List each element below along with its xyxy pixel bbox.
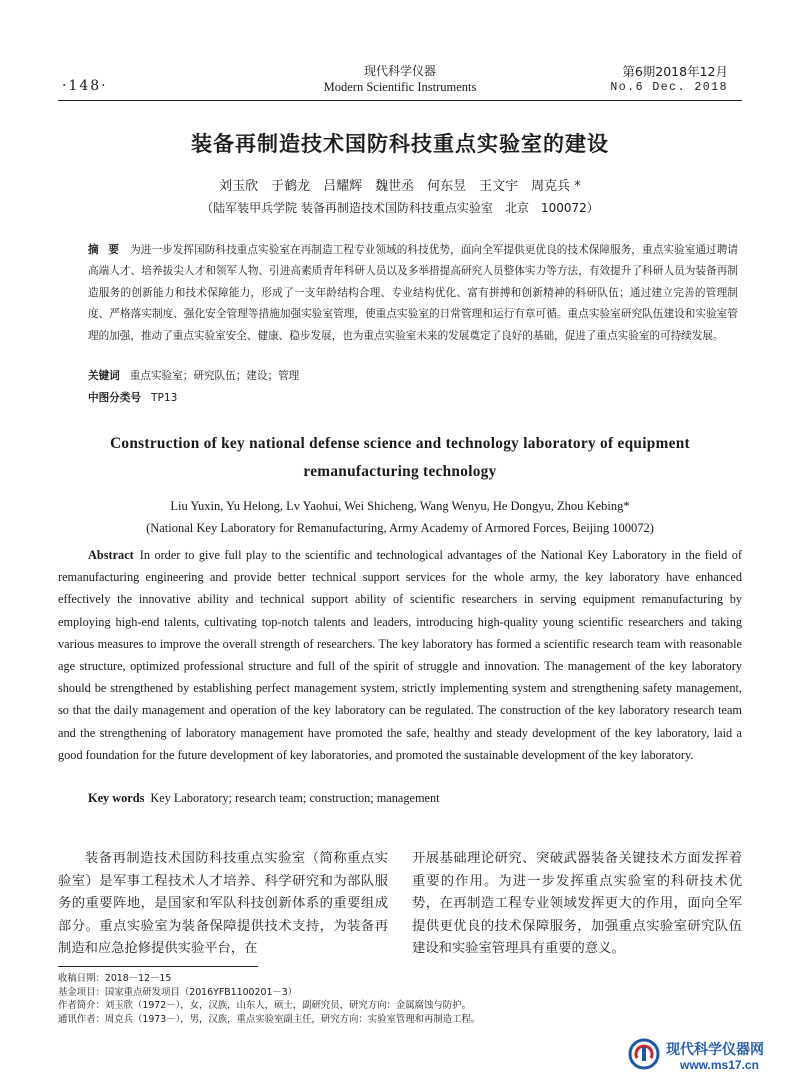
keywords-label-cn: 关键词 bbox=[88, 370, 120, 382]
watermark-site-name: 现代科学仪器网 bbox=[666, 1042, 764, 1058]
header-divider bbox=[58, 100, 742, 101]
journal-title-cn: 现代科学仪器 bbox=[363, 64, 436, 78]
abstract-label-en: Abstract bbox=[88, 548, 134, 562]
abstract-cn bbox=[88, 240, 738, 347]
authors-cn: 刘玉欣 于鹤龙 吕耀辉 魏世丞 何东昱 王文宇 周克兵 * bbox=[219, 179, 581, 194]
classification-label: 中图分类号 bbox=[88, 392, 141, 404]
footnote-funding: 基金项目：国家重点研发项目（2016YFB1100201－3） bbox=[58, 986, 298, 998]
footnotes bbox=[58, 972, 618, 1026]
site-watermark bbox=[628, 1034, 788, 1080]
affiliation-en: (National Key Laboratory for Remanufacturing, Army Academy of Armored Forces, Beijing 100072) bbox=[146, 521, 654, 535]
page-number: ·148· bbox=[62, 78, 108, 94]
journal-title-en: Modern Scientific Instruments bbox=[323, 80, 477, 94]
footnote-author-bio: 作者简介：刘玉欣（1972－），女，汉族，山东人，硕士，副研究员，研究方向：金属腐蚀与防护。 bbox=[58, 1000, 471, 1012]
body-column-left: 装备再制造技术国防科技重点实验室（简称重点实验室）是军事工程技术人才培养、科学研究和为部队服务的重要阵地，是国家和军队科技创新体系的重要组成部分。重点实验室为装备保障提供技术支持，为装备再制造和应急抢修提供实验平台，在 bbox=[58, 851, 388, 957]
issue-info-en: No.6 Dec. 2018 bbox=[610, 81, 728, 94]
keywords-text-en: Key Laboratory; research team; construction; management bbox=[150, 791, 440, 805]
keywords-text-cn: 重点实验室；研究队伍；建设；管理 bbox=[129, 370, 300, 382]
classification-value: TP13 bbox=[150, 392, 178, 404]
article-title-cn: 装备再制造技术国防科技重点实验室的建设 bbox=[191, 132, 609, 156]
authors-en: Liu Yuxin, Yu Helong, Lv Yaohui, Wei Shicheng, Wang Wenyu, He Dongyu, Zhou Kebing* bbox=[170, 499, 630, 513]
classification-number bbox=[88, 390, 177, 405]
abstract-text-cn: 为进一步发挥国防科技重点实验室在再制造工程专业领域的科技优势，面向全军提供更优良的技术保障服务，重点实验室通过聘请高端人才、培养拔尖人才和领军人物、引进高素质青年科研人员以及多举措提高研究人员整体实力等方法，有效提升了科研人员为装备再制造服务的创新能力和技术保障能力，形成了一支年龄结构合理、专业结构优化、富有拼搏和创新精神的科研队伍；通过建立完善的管理制度、严格落实制度、强化安全管理等措施加强实验室管理，使重点实验室的日常管理和运行有章可循。重点实验室研究队伍建设和实验室管理的加强，推动了重点实验室安全、健康、稳步发展，也为重点实验室未来的发展奠定了良好的基础，促进了重点实验室的可持续发展。 bbox=[88, 244, 738, 342]
abstract-en bbox=[58, 544, 742, 766]
affiliation-cn: （陆军装甲兵学院 装备再制造技术国防科技重点实验室 北京 100072） bbox=[201, 201, 599, 215]
footnote-corresponding-author: 通讯作者：周克兵（1973－），男，汉族，重点实验室副主任，研究方向：实验室管理和再制造工程。 bbox=[58, 1013, 481, 1025]
watermark-site-url: www.ms17.cn bbox=[680, 1058, 759, 1072]
body-column-right: 开展基础理论研究、突破武器装备关键技术方面发挥着重要的作用。为进一步发挥重点实验室的科研技术优势，在再制造工程专业领域发挥更大的作用，面向全军提供更优良的技术保障服务，加强重点实验室研究队伍建设和实验室管理具有重要的意义。 bbox=[412, 851, 742, 957]
watermark-logo-icon bbox=[628, 1038, 660, 1070]
keywords-label-en: Key words bbox=[88, 791, 145, 805]
keywords-cn bbox=[88, 368, 299, 383]
issue-info-cn: 第6期2018年12月 bbox=[622, 64, 728, 79]
abstract-label-cn: 摘 要 bbox=[88, 244, 123, 256]
keywords-en bbox=[88, 791, 440, 806]
footnote-received-date: 收稿日期：2018－12－15 bbox=[58, 973, 172, 984]
footnote-divider bbox=[58, 966, 258, 967]
abstract-text-en: In order to give full play to the scientific and technological advantages of the National Key Laboratory in the field of remanufacturing engineering and provide better technical support services for the whole army, the key laboratory have enhanced effectively the innovative ability and technical support ability of scientific researchers in serving equipment remanufacturing by employing high-end talents, cultivating top-notch talents and leaders, introducing high-quality young scientific researchers and taking various measures to improve the overall strength of researchers. The key laboratory has formed a scientific research team with reasonable age structure, optimized professional structure and full of the spirit of struggle and innovation. The management of the key laboratory should be strengthened by establishing perfect management system, strictly implementing system and strengthening safety management, so that the daily management and operation of the key laboratory can be regulated. The construction of the key laboratory research team and the strengthening of laboratory management have promoted the safe, healthy and steady development of the key laboratory, laid a good foundation for the future development of key laboratories, and promoted the sustainable development of the key laboratory. bbox=[58, 548, 742, 762]
article-title-en: Construction of key national defense science and technology laboratory of equipment remanufacturing technology bbox=[110, 435, 690, 480]
